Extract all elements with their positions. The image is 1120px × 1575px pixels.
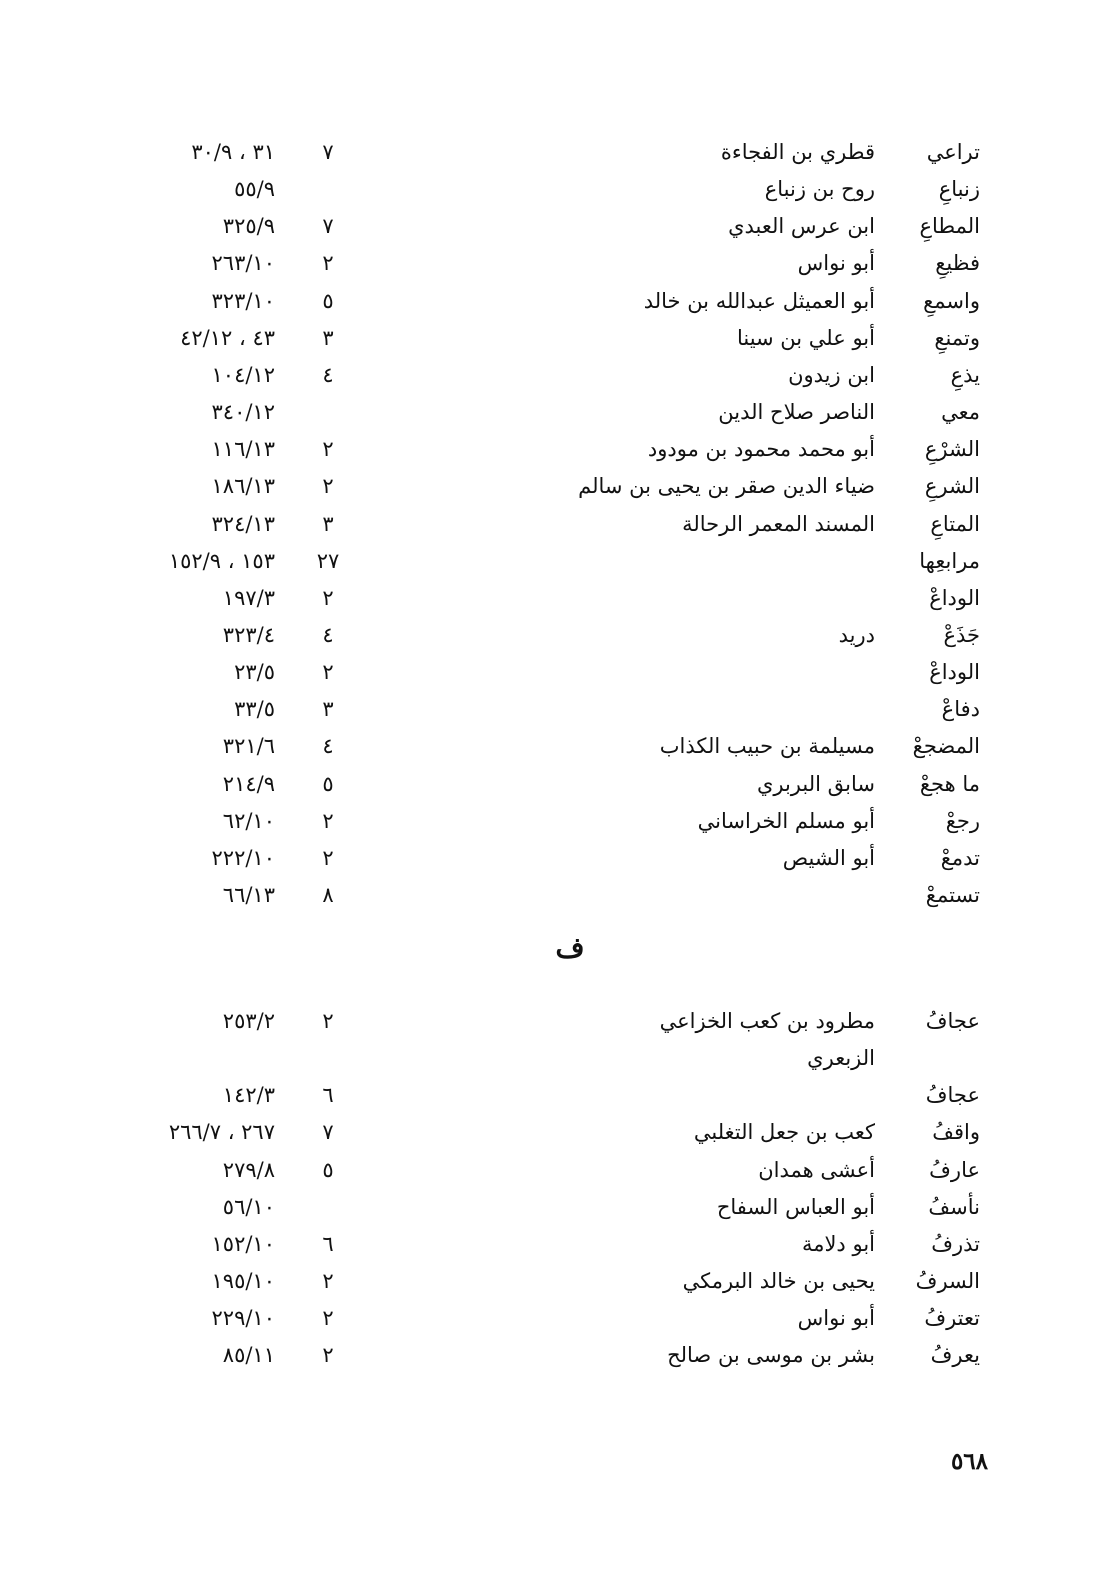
index-entry-row — [0, 691, 1120, 727]
rhyme-word: الوداعْ — [929, 585, 980, 610]
volume-page-ref: ٢١٤/٩ — [222, 771, 275, 796]
verse-count: ٢ — [322, 437, 334, 462]
rhyme-word: الشرعِ — [924, 474, 980, 499]
volume-page-ref: ٣٢٥/٩ — [222, 214, 275, 239]
rhyme-word: المطاعِ — [919, 214, 980, 239]
index-entry-row — [0, 877, 1120, 913]
verse-count: ٧ — [322, 140, 334, 164]
index-entry-row — [0, 654, 1120, 690]
verse-count: ٦ — [322, 1231, 334, 1256]
index-entry-row — [0, 468, 1120, 504]
index-entry-row — [0, 543, 1120, 579]
rhyme-word: جَذَعْ — [943, 622, 980, 647]
volume-page-ref: ١٨٦/١٣ — [211, 474, 275, 499]
rhyme-word: عجافُ — [925, 1083, 980, 1108]
index-entry-row — [0, 1114, 1120, 1150]
verse-count: ٢ — [322, 474, 334, 499]
verse-count: ٢٧ — [316, 548, 340, 573]
volume-page-ref: ١٩٥/١٠ — [211, 1269, 275, 1294]
index-entry-row — [0, 1300, 1120, 1336]
volume-page-ref: ٣٣/٥ — [234, 697, 275, 722]
poet-name: سابق البربري — [756, 771, 875, 796]
index-entry-row — [0, 1003, 1120, 1039]
index-entry-row — [0, 394, 1120, 430]
index-entry-row — [0, 1337, 1120, 1373]
rhyme-word: واقفُ — [932, 1120, 980, 1145]
poet-name: أبو نواس — [797, 251, 875, 276]
poet-name: أبو محمد محمود بن مودود — [647, 437, 875, 462]
page-number: ٥٦٨ — [950, 1448, 988, 1475]
poet-name: يحيى بن خالد البرمكي — [682, 1269, 875, 1294]
verse-count: ٤ — [322, 362, 334, 387]
rhyme-word: ما هجعْ — [919, 771, 980, 796]
rhyme-word: يذعِ — [950, 362, 980, 387]
rhyme-word: تعترفُ — [924, 1306, 980, 1331]
index-entry-row — [0, 1226, 1120, 1262]
volume-page-ref: ١٤٢/٣ — [222, 1083, 275, 1108]
rhyme-word: واسمعِ — [923, 288, 980, 313]
rhyme-word: عجافُ — [925, 1009, 980, 1033]
verse-count: ٨ — [322, 883, 334, 907]
verse-count: ٢ — [322, 251, 334, 276]
poet-name: الناصر صلاح الدين — [718, 400, 875, 425]
rhyme-word: دفاعْ — [941, 697, 980, 722]
volume-page-ref: ٢٣/٥ — [234, 660, 275, 685]
verse-count: ٢ — [322, 1009, 334, 1033]
index-entry-row — [0, 1152, 1120, 1188]
rhyme-word: تراعي — [926, 140, 980, 164]
index-entry-row — [0, 283, 1120, 319]
poet-name: المسند المعمر الرحالة — [682, 511, 875, 536]
index-entry-row — [0, 357, 1120, 393]
verse-count: ٢ — [322, 1343, 334, 1368]
verse-count: ٢ — [322, 1269, 334, 1294]
verse-count: ٤ — [322, 622, 334, 647]
index-entry-row — [0, 1040, 1120, 1076]
index-entry-row — [0, 617, 1120, 653]
poet-name: أبو دلامة — [801, 1231, 875, 1256]
poet-name: كعب بن جعل التغلبي — [693, 1120, 875, 1145]
rhyme-word: مرابعِها — [919, 548, 980, 573]
index-entry-row — [0, 320, 1120, 356]
verse-count: ٢ — [322, 845, 334, 870]
index-entry-row — [0, 766, 1120, 802]
poet-name: أبو نواس — [797, 1306, 875, 1331]
volume-page-ref: ٨٥/١١ — [222, 1343, 275, 1368]
volume-page-ref: ١٠٤/١٢ — [211, 362, 275, 387]
volume-page-ref: ١٥٣ ، ١٥٢/٩ — [168, 548, 275, 573]
rhyme-word: المتاعِ — [930, 511, 980, 536]
poet-name: مسيلمة بن حبيب الكذاب — [659, 734, 875, 759]
verse-count: ٣ — [322, 511, 334, 536]
index-entry-row — [0, 803, 1120, 839]
section-letter-heading: ف — [555, 931, 585, 964]
rhyme-word: يعرفُ — [930, 1343, 980, 1368]
rhyme-word: تدمعْ — [940, 845, 980, 870]
poet-name: ابن عرس العبدي — [728, 214, 875, 239]
volume-page-ref: ٢٦٣/١٠ — [211, 251, 275, 276]
verse-count: ٦ — [322, 1083, 334, 1108]
rhyme-word: عارفُ — [929, 1157, 980, 1182]
verse-count: ٣ — [322, 325, 334, 350]
poet-name: بشر بن موسى بن صالح — [667, 1343, 875, 1368]
rhyme-word: المضجعْ — [912, 734, 980, 759]
poet-name: أعشى همدان — [758, 1157, 875, 1182]
index-entry-row — [0, 1263, 1120, 1299]
volume-page-ref: ٦٢/١٠ — [222, 808, 275, 833]
verse-count: ٢ — [322, 585, 334, 610]
rhyme-word: الوداعْ — [929, 660, 980, 685]
poet-name: روح بن زنباع — [764, 177, 875, 202]
poet-name: أبو الشيص — [782, 845, 875, 870]
verse-count: ٥ — [322, 288, 334, 313]
volume-page-ref: ٢٢٢/١٠ — [211, 845, 275, 870]
volume-page-ref: ١٥٢/١٠ — [211, 1231, 275, 1256]
poet-name: ابن زيدون — [788, 362, 875, 387]
poet-name: ضياء الدين صقر بن يحيى بن سالم — [578, 474, 875, 499]
index-entry-row — [0, 1077, 1120, 1113]
volume-page-ref: ٢٥٣/٢ — [222, 1009, 275, 1033]
volume-page-ref: ٢٦٧ ، ٢٦٦/٧ — [168, 1120, 275, 1145]
index-entry-row — [0, 728, 1120, 764]
volume-page-ref: ٢٧٩/٨ — [222, 1157, 275, 1182]
poet-name: الزبعري — [807, 1046, 875, 1071]
volume-page-ref: ٥٦/١٠ — [222, 1194, 275, 1219]
volume-page-ref: ٣٢٣/١٠ — [211, 288, 275, 313]
verse-count: ٧ — [322, 214, 334, 239]
rhyme-word: الشرْعِ — [924, 437, 980, 462]
rhyme-word: نأسفُ — [928, 1194, 980, 1219]
verse-count: ٧ — [322, 1120, 334, 1145]
index-entry-row — [0, 245, 1120, 281]
volume-page-ref: ١١٦/١٣ — [211, 437, 275, 462]
rhyme-word: وتمنعِ — [934, 325, 980, 350]
volume-page-ref: ٦٦/١٣ — [222, 883, 275, 907]
volume-page-ref: ٥٥/٩ — [234, 177, 275, 202]
rhyme-word: تذرفُ — [931, 1231, 980, 1256]
index-entry-row — [0, 1189, 1120, 1225]
poet-name: أبو العميثل عبدالله بن خالد — [643, 288, 875, 313]
verse-count: ٥ — [322, 1157, 334, 1182]
rhyme-word: السرفُ — [915, 1269, 980, 1294]
poet-name: قطري بن الفجاءة — [720, 140, 875, 164]
volume-page-ref: ٣١ ، ٣٠/٩ — [191, 140, 275, 164]
verse-count: ٢ — [322, 808, 334, 833]
verse-count: ٢ — [322, 660, 334, 685]
volume-page-ref: ٣٢١/٦ — [222, 734, 275, 759]
rhyme-word: رجعْ — [945, 808, 980, 833]
poet-name: دريد — [838, 622, 875, 647]
index-entry-row — [0, 580, 1120, 616]
index-entry-row — [0, 431, 1120, 467]
index-entry-row — [0, 208, 1120, 244]
volume-page-ref: ٢٢٩/١٠ — [211, 1306, 275, 1331]
rhyme-word: معي — [941, 400, 980, 425]
index-entry-row — [0, 506, 1120, 542]
rhyme-word: تستمعْ — [925, 883, 980, 907]
volume-page-ref: ١٩٧/٣ — [222, 585, 275, 610]
volume-page-ref: ٣٢٣/٤ — [222, 622, 275, 647]
poet-name: أبو علي بن سينا — [736, 325, 875, 350]
verse-count: ٢ — [322, 1306, 334, 1331]
poet-name: أبو مسلم الخراساني — [697, 808, 875, 833]
verse-count: ٥ — [322, 771, 334, 796]
poet-name: مطرود بن كعب الخزاعي — [659, 1009, 875, 1033]
volume-page-ref: ٣٢٤/١٣ — [211, 511, 275, 536]
volume-page-ref: ٤٣ ، ٤٢/١٢ — [180, 325, 275, 350]
verse-count: ٤ — [322, 734, 334, 759]
volume-page-ref: ٣٤٠/١٢ — [211, 400, 275, 425]
verse-count: ٣ — [322, 697, 334, 722]
rhyme-word: فظيعِ — [935, 251, 980, 276]
index-entry-row — [0, 840, 1120, 876]
rhyme-word: زنباعِ — [938, 177, 980, 202]
index-entry-row — [0, 171, 1120, 207]
index-entry-row — [0, 134, 1120, 170]
poet-name: أبو العباس السفاح — [716, 1194, 875, 1219]
